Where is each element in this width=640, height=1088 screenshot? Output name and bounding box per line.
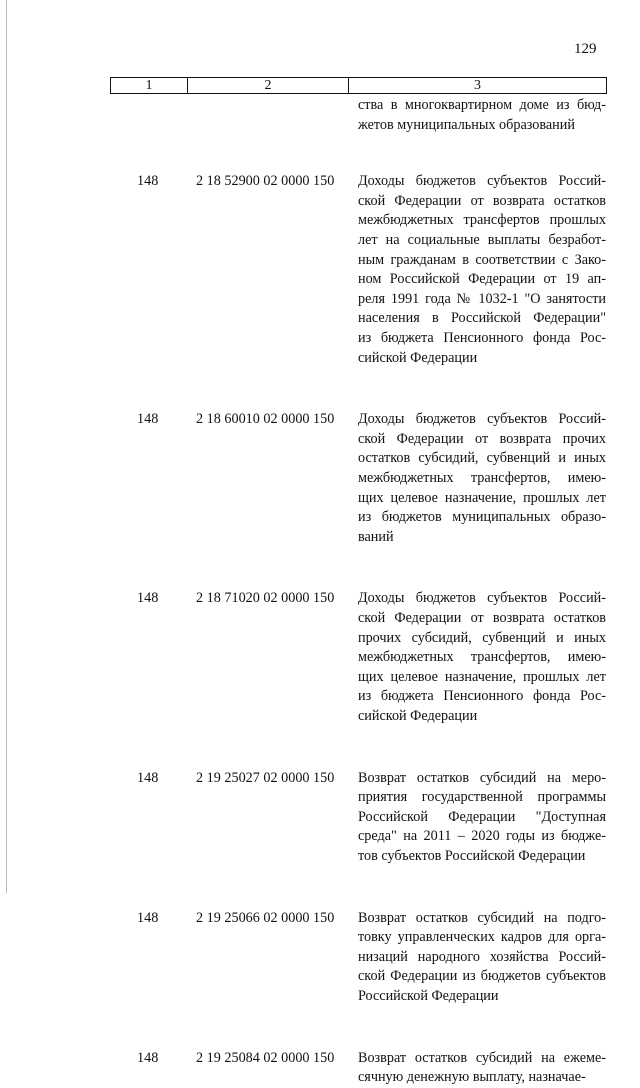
- description-line: Возврат остатков субсидий на подго-: [358, 909, 606, 926]
- table-cell-revenue-code: 2 18 71020 02 0000 150: [196, 590, 335, 607]
- description-line: ваний: [358, 528, 394, 545]
- column-header-1: 1: [111, 78, 188, 93]
- column-header-3: 3: [474, 78, 481, 93]
- description-line: ской Федерации от возврата прочих: [358, 430, 606, 447]
- column-header-2: 2: [188, 78, 349, 93]
- page-number: 129: [574, 41, 597, 57]
- description-line: Российской Федерации "Доступная: [358, 808, 606, 825]
- description-line: населения в Российской Федерации": [358, 310, 606, 327]
- description-line: из бюджета Пенсионного фонда Рос-: [358, 329, 606, 346]
- table-cell-revenue-code: 2 18 60010 02 0000 150: [196, 411, 335, 428]
- description-line: из бюджетов муниципальных образо-: [358, 509, 606, 526]
- table-cell-description: [358, 410, 606, 547]
- description-line: сячную денежную выплату, назначае-: [358, 1069, 586, 1086]
- table-cell-admin-code: 148: [137, 769, 159, 786]
- page-edge-line: [6, 0, 7, 893]
- description-line: прочих субсидий, субвенций и иных: [358, 629, 606, 646]
- table-cell-description: [358, 172, 606, 368]
- table-cell-admin-code: 148: [137, 173, 159, 190]
- description-line: среда" на 2011 – 2020 годы из бюдже-: [358, 828, 606, 845]
- description-line: межбюджетных трансфертов, имею-: [358, 649, 606, 666]
- description-line: ской Федерации из бюджетов субъектов: [358, 968, 606, 985]
- description-line: межбюджетных трансфертов, имею-: [358, 469, 606, 486]
- table-cell-admin-code: 148: [137, 1049, 159, 1066]
- description-line: приятия государственной программы: [358, 789, 606, 806]
- table-cell-description: [358, 589, 606, 726]
- description-line: из бюджета Пенсионного фонда Рос-: [358, 688, 606, 705]
- description-line: Российской Федерации: [358, 987, 499, 1004]
- table-cell-description: [358, 1049, 606, 1088]
- table-cell-revenue-code: 2 19 25027 02 0000 150: [196, 769, 335, 786]
- description-line: Доходы бюджетов субъектов Россий-: [358, 411, 606, 428]
- table-cell-description: [358, 909, 606, 1007]
- table-cell-description: [358, 769, 606, 867]
- table-header: [110, 77, 607, 94]
- continuation-description: [358, 96, 606, 135]
- description-line: остатков субсидий, субвенций и иных: [358, 450, 606, 467]
- description-line: реля 1991 года № 1032-1 "О занятости: [358, 290, 606, 307]
- description-line: сийской Федерации: [358, 707, 478, 724]
- table-cell-admin-code: 148: [137, 590, 159, 607]
- description-line: ской Федерации от возврата остатков: [358, 192, 606, 209]
- description-line: ным гражданам в соответствии с Зако-: [358, 251, 606, 268]
- table-cell-revenue-code: 2 19 25066 02 0000 150: [196, 909, 335, 926]
- description-line: межбюджетных трансфертов прошлых: [358, 212, 606, 229]
- description-line: сийской Федерации: [358, 349, 478, 366]
- description-line: ном Российской Федерации от 19 ап-: [358, 271, 606, 288]
- table-cell-revenue-code: 2 19 25084 02 0000 150: [196, 1049, 335, 1066]
- description-line: тов субъектов Российской Федерации: [358, 847, 586, 864]
- description-line: жетов муниципальных образований: [358, 116, 575, 133]
- description-line: Возврат остатков субсидий на ежеме-: [358, 1049, 606, 1066]
- description-line: товку управленческих кадров для орга-: [358, 929, 606, 946]
- description-line: щих целевое назначение, прошлых лет: [358, 489, 606, 506]
- table-cell-admin-code: 148: [137, 411, 159, 428]
- table-cell-admin-code: 148: [137, 909, 159, 926]
- table-cell-revenue-code: 2 18 52900 02 0000 150: [196, 173, 335, 190]
- description-line: Возврат остатков субсидий на меро-: [358, 769, 606, 786]
- description-line: ства в многоквартирном доме из бюд-: [358, 97, 606, 113]
- description-line: щих целевое назначение, прошлых лет: [358, 668, 606, 685]
- description-line: низаций народного хозяйства Россий-: [358, 948, 606, 965]
- description-line: Доходы бюджетов субъектов Россий-: [358, 173, 606, 190]
- description-line: лет на социальные выплаты безработ-: [358, 231, 606, 248]
- description-line: Доходы бюджетов субъектов Россий-: [358, 590, 606, 607]
- description-line: ской Федерации от возврата остатков: [358, 609, 606, 626]
